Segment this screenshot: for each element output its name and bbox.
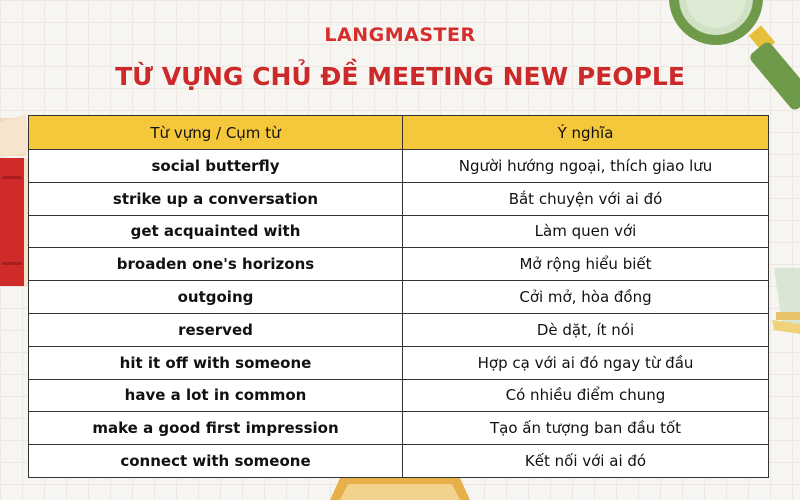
page-title: TỪ VỰNG CHỦ ĐỀ MEETING NEW PEOPLE	[115, 62, 685, 91]
cup-icon	[768, 268, 800, 338]
vocabulary-table	[28, 115, 769, 478]
table-row	[29, 281, 769, 314]
brand-logo: LANGMASTER	[324, 24, 476, 46]
term-cell: make a good first impression	[29, 412, 403, 445]
table-header-row	[29, 116, 769, 150]
column-header-meaning: Ý nghĩa	[403, 116, 769, 150]
table-row	[29, 346, 769, 379]
meaning-cell: Làm quen với	[403, 215, 769, 248]
table-row	[29, 215, 769, 248]
term-cell: strike up a conversation	[29, 182, 403, 215]
meaning-cell: Cởi mở, hòa đồng	[403, 281, 769, 314]
term-cell: social butterfly	[29, 150, 403, 183]
table-row	[29, 313, 769, 346]
meaning-cell: Hợp cạ với ai đó ngay từ đầu	[403, 346, 769, 379]
magnifying-glass-icon	[664, 0, 800, 110]
table-row	[29, 248, 769, 281]
term-cell: reserved	[29, 313, 403, 346]
notebook-icon	[330, 478, 470, 500]
term-cell: hit it off with someone	[29, 346, 403, 379]
column-header-term: Từ vựng / Cụm từ	[29, 116, 403, 150]
table-row	[29, 379, 769, 412]
meaning-cell: Mở rộng hiểu biết	[403, 248, 769, 281]
term-cell: have a lot in common	[29, 379, 403, 412]
term-cell: broaden one's horizons	[29, 248, 403, 281]
table-row	[29, 150, 769, 183]
meaning-cell: Có nhiều điểm chung	[403, 379, 769, 412]
table-row	[29, 182, 769, 215]
term-cell: connect with someone	[29, 445, 403, 478]
meaning-cell: Kết nối với ai đó	[403, 445, 769, 478]
meaning-cell: Tạo ấn tượng ban đầu tốt	[403, 412, 769, 445]
term-cell: outgoing	[29, 281, 403, 314]
table-row	[29, 412, 769, 445]
table-row	[29, 445, 769, 478]
meaning-cell: Người hướng ngoại, thích giao lưu	[403, 150, 769, 183]
meaning-cell: Bắt chuyện với ai đó	[403, 182, 769, 215]
term-cell: get acquainted with	[29, 215, 403, 248]
meaning-cell: Dè dặt, ít nói	[403, 313, 769, 346]
